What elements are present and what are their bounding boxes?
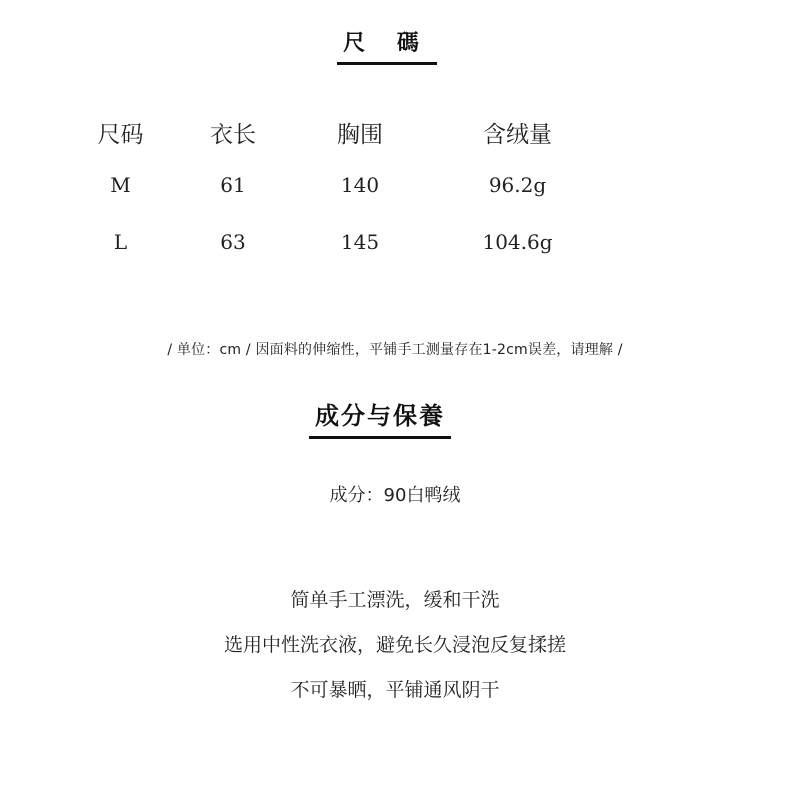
- care-instruction-2: 选用中性洗衣液，避免长久浸泡反复揉搓: [223, 634, 566, 656]
- size-section-title-text: 尺 碼: [343, 30, 431, 56]
- row-m-length: 61: [220, 172, 246, 197]
- row-m-size: M: [110, 172, 131, 197]
- size-table: [62, 108, 602, 270]
- table-row: [62, 156, 602, 213]
- header-size: 尺码: [97, 121, 144, 148]
- size-table-body: [62, 156, 602, 270]
- care-instruction-3: 不可暴晒，平铺通风阴干: [290, 679, 500, 701]
- size-table-header-row: [62, 108, 602, 156]
- row-l-size: L: [113, 229, 128, 254]
- row-m-down-content: 96.2g: [488, 172, 547, 197]
- size-section-title-underline: [337, 62, 437, 65]
- size-table-header: [62, 108, 602, 156]
- size-section-title-wrapper: [337, 26, 437, 65]
- composition-section-title-text: 成分与保養: [315, 401, 445, 430]
- care-instructions: [0, 584, 790, 719]
- row-l-down-content: 104.6g: [482, 229, 553, 254]
- composition-section-title: [0, 396, 760, 439]
- header-length: 衣长: [210, 121, 256, 148]
- header-chest: 胸围: [337, 121, 383, 148]
- table-row: [62, 213, 602, 270]
- row-m-chest: 140: [340, 172, 380, 197]
- composition-section-title-wrapper: [309, 396, 451, 439]
- measurement-note: / 单位：cm / 因面料的伸缩性，平铺手工测量存在1-2cm误差，请理解 /: [167, 342, 623, 358]
- row-l-chest: 145: [340, 229, 380, 254]
- size-section-title: [0, 26, 774, 65]
- composition-text: 成分：90白鸭绒: [329, 485, 461, 506]
- care-instruction-1: 简单手工漂洗，缓和干洗: [290, 589, 500, 611]
- row-l-length: 63: [220, 229, 246, 254]
- composition-section-title-underline: [309, 436, 451, 439]
- header-down-content: 含绒量: [483, 121, 552, 148]
